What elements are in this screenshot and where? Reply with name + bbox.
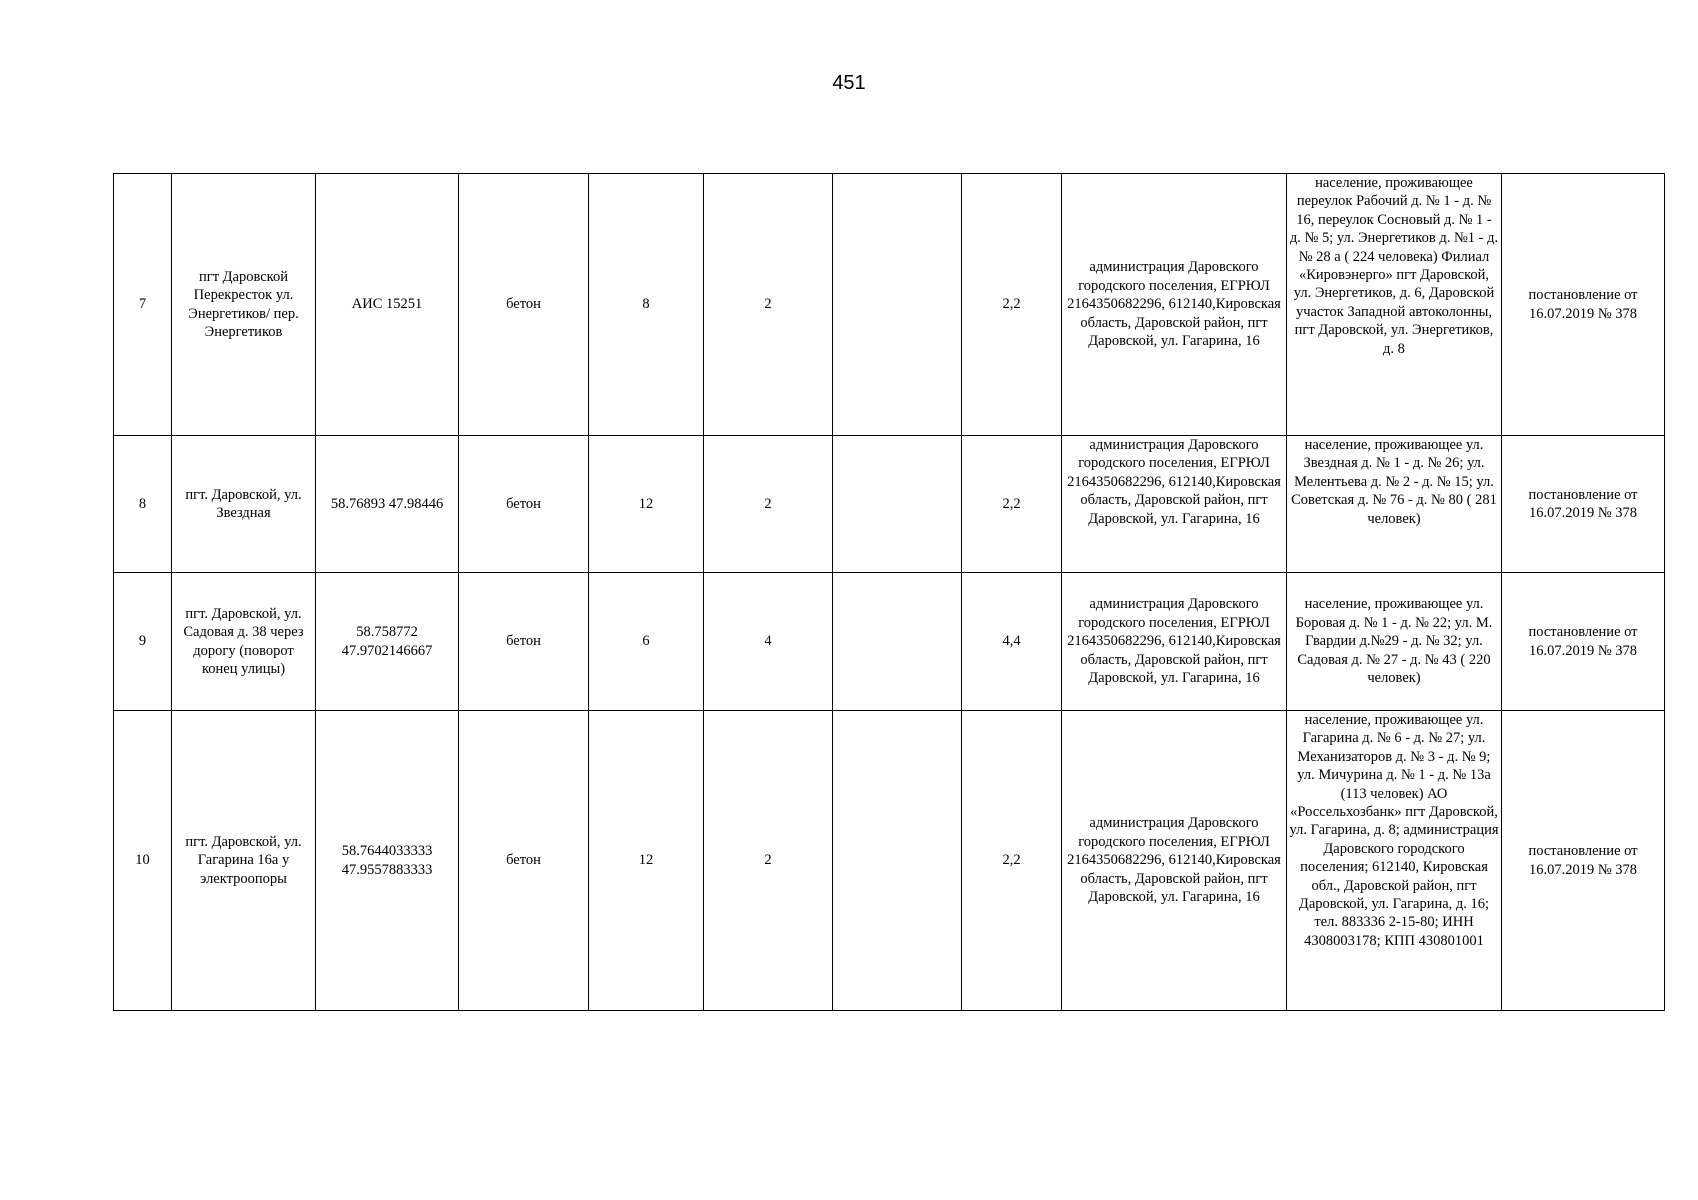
site-area: 6 [589, 573, 704, 711]
site-area: 8 [589, 174, 704, 436]
site-address: пгт. Даровской, ул. Звездная [172, 436, 316, 573]
empty-cell [833, 436, 962, 573]
surface-type: бетон [459, 436, 589, 573]
row-number: 9 [114, 573, 172, 711]
surface-type: бетон [459, 174, 589, 436]
row-number: 10 [114, 711, 172, 1011]
container-count: 2 [704, 436, 833, 573]
empty-cell [833, 711, 962, 1011]
page-number: 451 [832, 72, 866, 94]
site-coordinates: 58.758772 47.9702146667 [316, 573, 459, 711]
table-row [114, 573, 1665, 711]
resolution-reference: постановление от 16.07.2019 № 378 [1502, 174, 1665, 436]
site-coordinates: 58.76893 47.98446 [316, 436, 459, 573]
empty-cell [833, 174, 962, 436]
table-row [114, 711, 1665, 1011]
site-owner: администрация Даровского городского поселения, ЕГРЮЛ 2164350682296, 612140,Кировская область, Даровской район, пгт Даровской, ул. Гагарина, 16 [1062, 573, 1287, 711]
container-volume: 2,2 [962, 711, 1062, 1011]
served-sources: население, проживающее переулок Рабочий д. № 1 - д. № 16, переулок Сосновый д. № 1 - д. № 5; ул. Энергетиков д. №1 - д. № 28 а ( 224 человека) Филиал «Кировэнерго» пгт Даровской, ул. Энергетиков, д. 6, Даровской участок Западной автоколонны, пгт Даровской, ул. Энергетиков, д. 8 [1287, 174, 1502, 436]
served-sources: население, проживающее ул. Боровая д. № 1 - д. № 22; ул. М. Гвардии д.№29 - д. № 32; ул. Садовая д. № 27 - д. № 43 ( 220 человек) [1287, 573, 1502, 711]
site-address: пгт. Даровской, ул. Гагарина 16а у электроопоры [172, 711, 316, 1011]
site-owner: администрация Даровского городского поселения, ЕГРЮЛ 2164350682296, 612140,Кировская область, Даровской район, пгт Даровской, ул. Гагарина, 16 [1062, 711, 1287, 1011]
site-owner: администрация Даровского городского поселения, ЕГРЮЛ 2164350682296, 612140,Кировская область, Даровской район, пгт Даровской, ул. Гагарина, 16 [1062, 436, 1287, 573]
site-address: пгт Даровской Перекресток ул. Энергетиков/ пер. Энергетиков [172, 174, 316, 436]
site-coordinates: АИС 15251 [316, 174, 459, 436]
container-count: 4 [704, 573, 833, 711]
served-sources: население, проживающее ул. Гагарина д. № 6 - д. № 27; ул. Механизаторов д. № 3 - д. № 9; ул. Мичурина д. № 1 - д. № 13а (113 человек) АО «Россельхозбанк» пгт Даровской, ул. Гагарина, д. 8; администрация Даровского городского поселения; 612140, Кировская обл., Даровской район, пгт Даровской, ул. Гагарина, д. 16; тел. 883336 2-15-80; ИНН 4308003178; КПП 430801001 [1287, 711, 1502, 1011]
container-count: 2 [704, 174, 833, 436]
container-volume: 4,4 [962, 573, 1062, 711]
row-number: 8 [114, 436, 172, 573]
table-row [114, 174, 1665, 436]
site-area: 12 [589, 711, 704, 1011]
empty-cell [833, 573, 962, 711]
site-address: пгт. Даровской, ул. Садовая д. 38 через дорогу (поворот конец улицы) [172, 573, 316, 711]
served-sources: население, проживающее ул. Звездная д. № 1 - д. № 26; ул. Мелентьева д. № 2 - д. № 15; ул. Советская д. № 76 - д. № 80 ( 281 человек) [1287, 436, 1502, 573]
container-volume: 2,2 [962, 174, 1062, 436]
row-number: 7 [114, 174, 172, 436]
site-area: 12 [589, 436, 704, 573]
surface-type: бетон [459, 711, 589, 1011]
waste-sites-table [113, 173, 1665, 1011]
resolution-reference: постановление от 16.07.2019 № 378 [1502, 436, 1665, 573]
site-coordinates: 58.7644033333 47.9557883333 [316, 711, 459, 1011]
surface-type: бетон [459, 573, 589, 711]
container-count: 2 [704, 711, 833, 1011]
container-volume: 2,2 [962, 436, 1062, 573]
table-row [114, 436, 1665, 573]
resolution-reference: постановление от 16.07.2019 № 378 [1502, 711, 1665, 1011]
resolution-reference: постановление от 16.07.2019 № 378 [1502, 573, 1665, 711]
site-owner: администрация Даровского городского поселения, ЕГРЮЛ 2164350682296, 612140,Кировская область, Даровской район, пгт Даровской, ул. Гагарина, 16 [1062, 174, 1287, 436]
